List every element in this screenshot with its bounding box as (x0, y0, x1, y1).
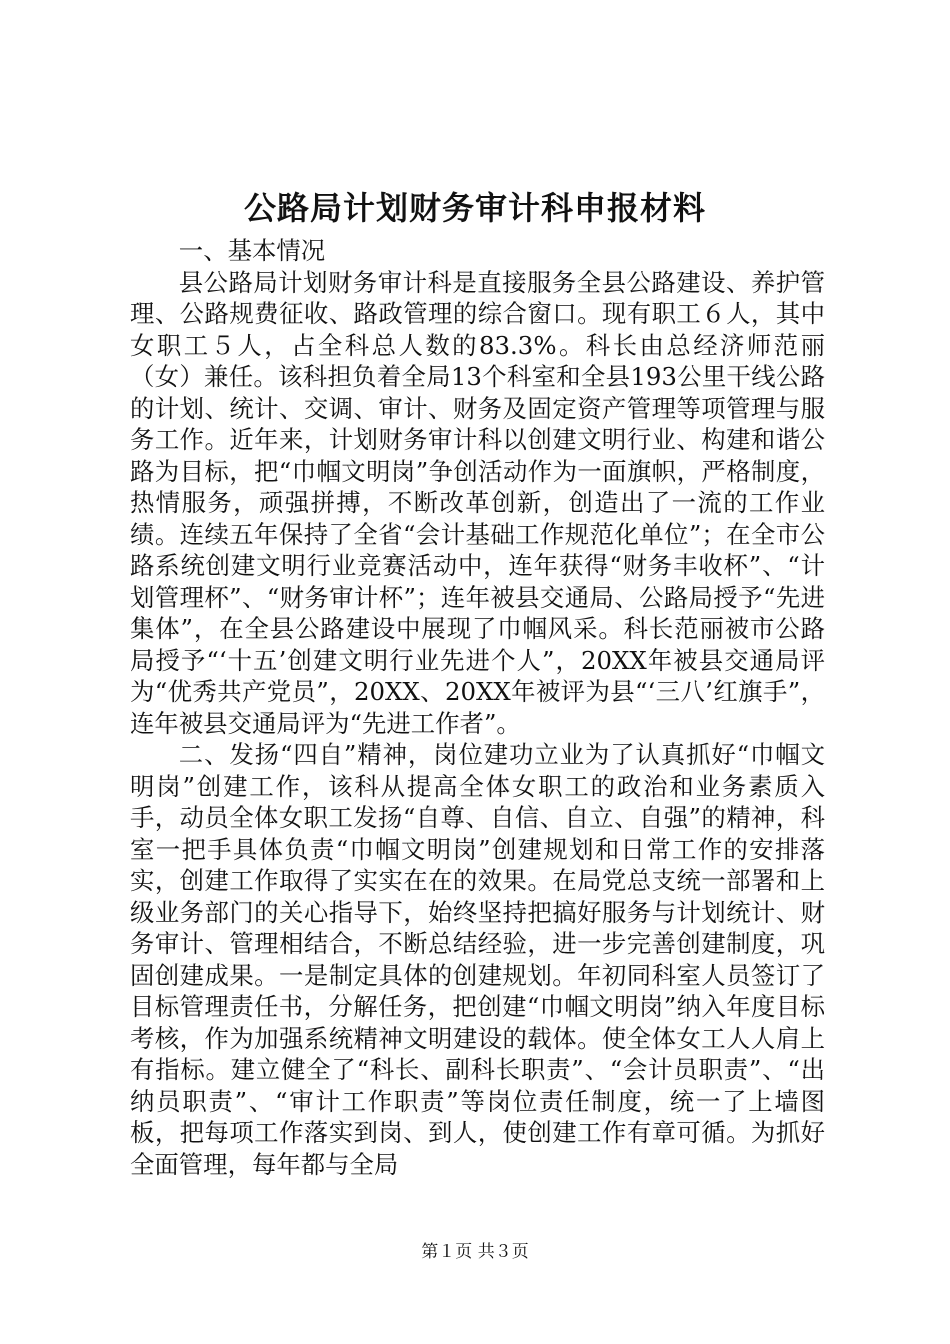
body-paragraph: 县公路局计划财务审计科是直接服务全县公路建设、养护管理、公路规费征收、路政管理的综合窗口。现有职工６人，其中女职工５人，占全科总人数的83.3%。科长由总经济师范丽（女）兼任。该科担负着全局13个科室和全县193公里干线公路的计划、统计、交调、审计、财务及固定资产管理等项管理与服务工作。近年来，计划财务审计科以创建文明行业、构建和谐公路为目标，把“巾帼文明岗”争创活动作为一面旗帜，严格制度，热情服务，顽强拼搏，不断改革创新，创造出了一流的工作业绩。连续五年保持了全省“会计基础工作规范化单位”；在全市公路系统创建文明行业竞赛活动中，连年获得“财务丰收杯”、“计划管理杯”、“财务审计杯”；连年被县交通局、公路局授予“先进集体”，在全县公路建设中展现了巾帼风采。科长范丽被市公路局授予“‘十五’创建文明行业先进个人”，20XX年被县交通局评为“优秀共产党员”，20XX、20XX年被评为县“‘三八’红旗手”，连年被县交通局评为“先进工作者”。 (130, 267, 825, 738)
page-footer: 第１页 共３页 (421, 1242, 529, 1262)
document-title: 公路局计划财务审计科申报材料 (243, 189, 706, 227)
body-paragraph: 二、发扬“四自”精神，岗位建功立业为了认真抓好“巾帼文明岗”创建工作，该科从提高全体女职工的政治和业务素质入手，动员全体女职工发扬“自尊、自信、自立、自强”的精神，科室一把手具体负责“巾帼文明岗”创建规划和日常工作的安排落实，创建工作取得了实实在在的效果。在局党总支统一部署和上级业务部门的关心指导下，始终坚持把搞好服务与计划统计、财务审计、管理相结合，不断总结经验，进一步完善创建制度，巩固创建成果。一是制定具体的创建规划。年初同科室人员签订了目标管理责任书，分解任务，把创建“巾帼文明岗”纳入年度目标考核，作为加强系统精神文明建设的载体。使全体女工人人肩上有指标。建立健全了“科长、副科长职责”、“会计员职责”、“出纳员职责”、“审计工作职责”等岗位责任制度，统一了上墙图板，把每项工作落实到岗、到人，使创建工作有章可循。为抓好全面管理，每年都与全局 (130, 740, 825, 1179)
document-body (130, 235, 825, 1180)
section-heading: 一、基本情况 (178, 236, 326, 265)
